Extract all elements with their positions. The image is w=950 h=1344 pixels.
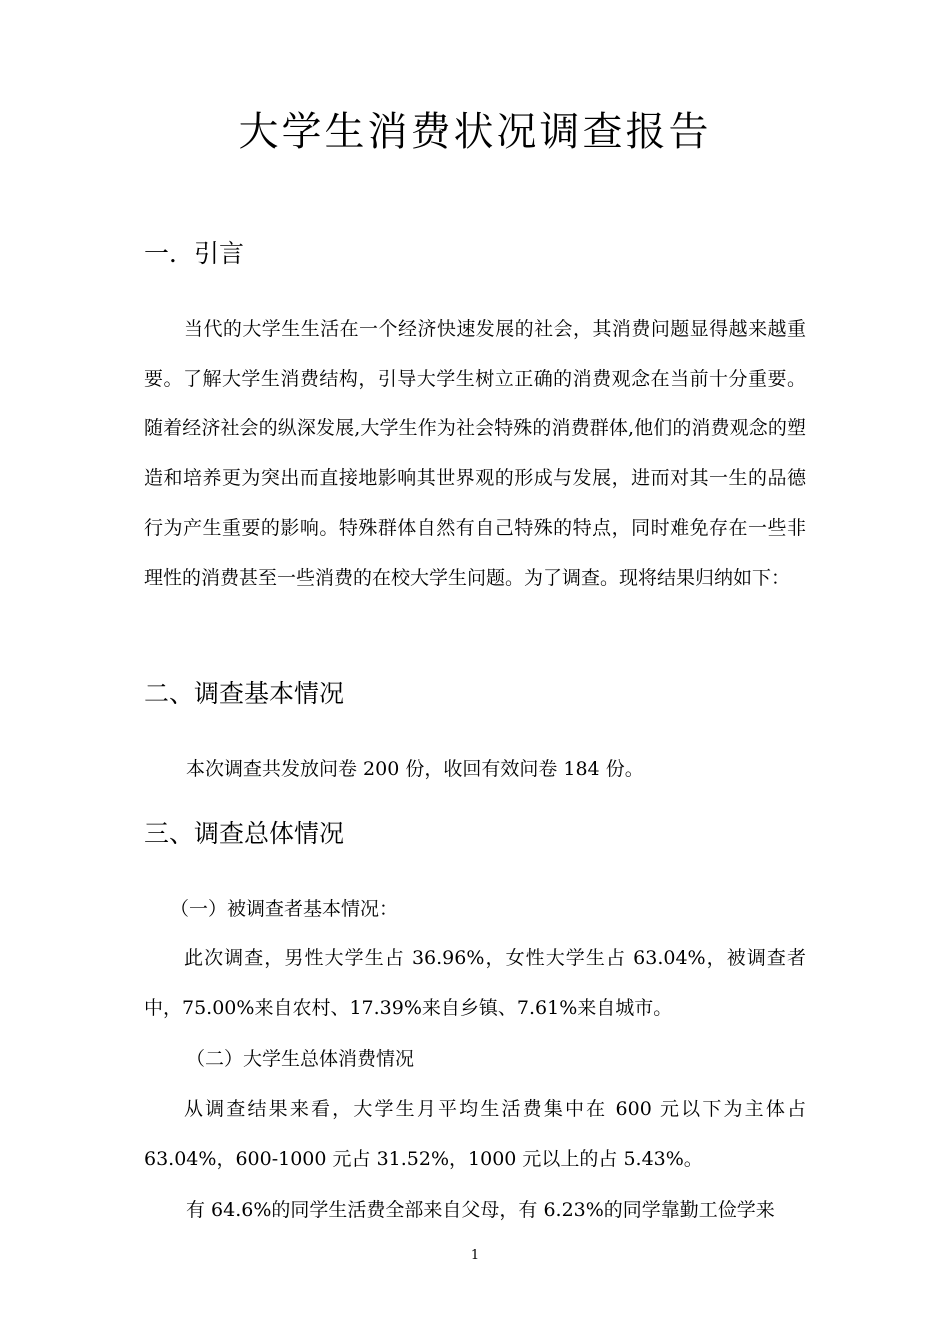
survey-basics-paragraph: 本次调查共发放问卷 200 份，收回有效问卷 184 份。 [186,758,644,780]
respondents-paragraph: 此次调查，男性大学生占 36.96%，女性大学生占 63.04%，被调查者中，75.00%来自农村、17.39%来自乡镇、7.61%来自城市。 [144,947,806,1019]
report-title: 大学生消费状况调查报告 [238,109,712,155]
consumption-paragraph: 从调查结果来看，大学生月平均生活费集中在 600 元以下为主体占 63.04%，600-1000 元占 31.52%，1000 元以上的占 5.43%。 [144,1098,806,1170]
intro-paragraph: 当代的大学生生活在一个经济快速发展的社会，其消费问题显得越来越重要。了解大学生消费结构，引导大学生树立正确的消费观念在当前十分重要。随着经济社会的纵深发展,大学生作为社会特殊的消费群体,他们的消费观念的塑造和培养更为突出而直接地影响其世界观的形成与发展，进而对其一生的品德行为产生重要的影响。特殊群体自然有自己特殊的特点，同时难免存在一些非理性的消费甚至一些消费的在校大学生问题。为了调查。现将结果归纳如下： [144,318,806,589]
subheading-consumption: （二）大学生总体消费情况 [186,1048,415,1070]
subheading-respondents: （一）被调查者基本情况： [170,898,399,920]
heading-survey-overview: 三、调查总体情况 [144,819,345,848]
heading-introduction: 一．引言 [144,239,245,268]
page-number: 1 [470,1248,480,1263]
source-of-funds-paragraph: 有 64.6%的同学生活费全部来自父母，有 6.23%的同学靠勤工俭学来 [186,1199,775,1221]
heading-survey-basics: 二、调查基本情况 [144,679,345,708]
